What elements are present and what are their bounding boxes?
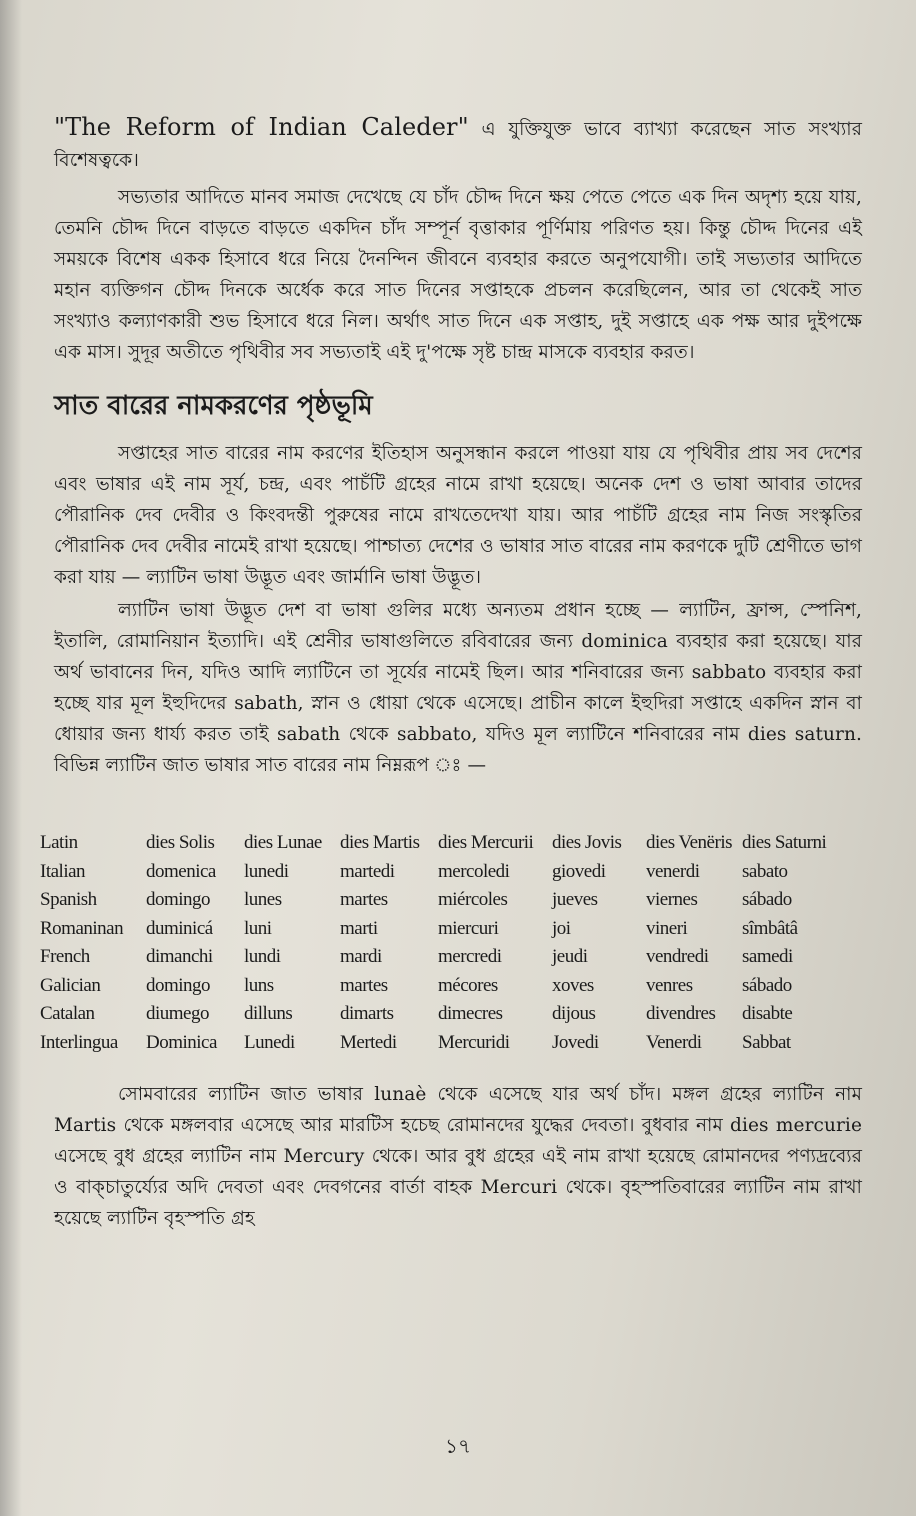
page-gutter-shadow <box>0 0 22 1516</box>
language-cell: Italian <box>40 860 86 882</box>
table-row <box>40 1000 832 1029</box>
day-name-cell: martes <box>340 974 388 996</box>
day-name-cell: dies Mercurii <box>438 832 534 854</box>
table-row <box>40 972 832 1001</box>
day-name-cell: diumego <box>146 1003 209 1025</box>
day-name-cell: disabte <box>742 1003 793 1025</box>
intro-rest: এ যুক্তিযুক্ত ভাবে ব্যাখ্যা করেছেন সাত সংখ্যার বিশেষত্বকে। <box>54 119 863 171</box>
page-number: ১৭ <box>445 1434 471 1458</box>
day-name-cell: dijous <box>552 1003 596 1025</box>
day-name-cell: mercredi <box>438 946 502 968</box>
day-name-cell: dies Venëris <box>646 832 732 854</box>
language-cell: Romaninan <box>40 917 124 939</box>
day-name-cell: dies Solis <box>146 832 215 854</box>
day-name-cell: sîmbâtâ <box>742 917 798 939</box>
day-name-cell: domenica <box>146 860 216 882</box>
language-cell: Interlingua <box>40 1031 118 1053</box>
day-name-cell: dimarts <box>340 1003 394 1025</box>
day-name-cell: dies Jovis <box>552 832 622 854</box>
day-name-cell: marti <box>340 917 378 939</box>
day-name-cell: jeudi <box>552 946 588 968</box>
day-name-cell: Mercuridi <box>438 1031 510 1053</box>
day-name-cell: Jovedi <box>552 1031 599 1053</box>
day-name-cell: xoves <box>552 974 594 996</box>
day-name-cell: Dominica <box>146 1031 217 1053</box>
day-name-cell: giovedi <box>552 860 606 882</box>
paragraph-day-origins: সোমবারের ল্যাটিন জাত ভাষার lunaè থেকে এসেছে যার অর্থ চাঁদ। মঙ্গল গ্রহের ল্যাটিন নাম Martis থেকে মঙ্গলবার এসেছে আর মারটিস হচেছ রোমানদের যুদ্ধের দেবতা। বুধবার নাম dies mercurie এসেছে বুধ গ্রহের ল্যাটিন নাম Mercury থেকে। আর বুধ গ্রহের এই নাম রাখা হয়েছে রোমানদের পণ্যদ্রব্যের ও বাক্চাতুর্য্যের অদি দেবতা এবং দেবগনের বার্তা বাহক Mercuri থেকে। বৃহস্পতিবারের ল্যাটিন নাম রাখা হয়েছে ল্যাটিন বৃহস্পতি গ্রহ <box>54 1084 862 1229</box>
day-name-cell: Lunedi <box>244 1031 295 1053</box>
language-cell: Catalan <box>40 1003 95 1025</box>
day-name-cell: duminicá <box>146 917 213 939</box>
language-cell: Spanish <box>40 889 97 911</box>
day-name-cell: jueves <box>552 889 598 911</box>
day-name-cell: Venerdi <box>646 1031 702 1053</box>
day-name-cell: vendredi <box>646 946 709 968</box>
table-row <box>40 915 832 944</box>
table-row <box>40 943 832 972</box>
language-cell: Galician <box>40 974 101 996</box>
page-text <box>40 112 863 1234</box>
table-row <box>40 886 832 915</box>
day-name-cell: divendres <box>646 1003 716 1025</box>
day-name-cell: domingo <box>146 889 211 911</box>
day-name-cell: dies Martis <box>340 832 420 854</box>
day-name-cell: lunes <box>244 889 282 911</box>
section-heading: সাত বারের নামকরণের পৃষ্ঠভূমি <box>54 391 373 421</box>
day-name-cell: lundi <box>244 946 281 968</box>
language-cell: French <box>40 946 90 968</box>
day-name-cell: dies Lunae <box>244 832 322 854</box>
language-cell: Latin <box>40 832 78 854</box>
day-name-cell: martes <box>340 889 388 911</box>
day-name-cell: miércoles <box>438 889 508 911</box>
day-name-cell: dilluns <box>244 1003 293 1025</box>
day-name-cell: vineri <box>646 917 688 939</box>
day-name-cell: miercuri <box>438 917 499 939</box>
day-name-cell: samedi <box>742 946 793 968</box>
day-name-cell: sábado <box>742 889 792 911</box>
paragraph-moon-cycle: সভ্যতার আদিতে মানব সমাজ দেখেছে যে চাঁদ চৌদ্দ দিনে ক্ষয় পেতে পেতে এক দিন অদৃশ্য হয়ে যায়, তেমনি চৌদ্দ দিনে বাড়তে বাড়তে একদিন চাঁদ সম্পূর্ন বৃত্তাকার পূর্ণিমায় পরিণত হয়। কিন্তু চৌদ্দ দিনের এই সময়কে বিশেষ একক হিসাবে ধরে নিয়ে দৈনন্দিন জীবনে ব্যবহার করতে অনুপযোগী। তাই সভ্যতার আদিতে মহান ব্যক্তিগন চৌদ্দ দিনকে অর্ধেক করে সাত দিনের সপ্তাহকে প্রচলন করেছিলেন, আর তা থেকেই সাত সংখ্যাও কল্যাণকারী শুভ হিসাবে ধরে নিল। অর্থাৎ সাত দিনে এক সপ্তাহ, দুই সপ্তাহে এক পক্ষ আর দুইপক্ষে এক মাস। সুদূর অতীতে পৃথিবীর সব সভ্যতাই এই দু'পক্ষে সৃষ্ট চান্দ্র মাসকে ব্যবহার করত। <box>54 187 862 363</box>
table-row <box>40 858 832 887</box>
day-name-cell: venerdi <box>646 860 700 882</box>
day-name-cell: dies Saturni <box>742 832 827 854</box>
day-name-cell: Mertedi <box>340 1031 397 1053</box>
intro-paragraph <box>54 112 862 176</box>
table-row <box>40 829 832 858</box>
book-title-quote: "The Reform of Indian Caleder" <box>54 113 469 141</box>
day-name-cell: lunedi <box>244 860 289 882</box>
day-name-cell: mécores <box>438 974 498 996</box>
day-name-cell: sábado <box>742 974 792 996</box>
table-row <box>40 1029 832 1058</box>
weekday-names-table <box>40 829 832 1057</box>
day-name-cell: luni <box>244 917 272 939</box>
day-name-cell: domingo <box>146 974 211 996</box>
day-name-cell: Sabbat <box>742 1031 791 1053</box>
day-name-cell: dimecres <box>438 1003 503 1025</box>
day-name-cell: joi <box>552 917 571 939</box>
day-name-cell: venres <box>646 974 693 996</box>
day-name-cell: mardi <box>340 946 382 968</box>
day-name-cell: luns <box>244 974 274 996</box>
paragraph-latin-languages: ল্যাটিন ভাষা উদ্ভূত দেশ বা ভাষা গুলির মধ্যে অন্যতম প্রধান হচ্ছে — ল্যাটিন, ফ্রান্স, স্পেনিশ, ইতালি, রোমানিয়ান ইত্যাদি। এই শ্রেনীর ভাষাগুলিতে রবিবারের জন্য dominica ব্যবহার করা হয়েছে। যার অর্থ ভাবানের দিন, যদিও আদি ল্যাটিনে তা সূর্যের নামেই ছিল। আর শনিবারের জন্য sabbato ব্যবহার করা হচ্ছে যার মূল ইহুদিদের sabath, স্নান ও ধোয়া থেকে এসেছে। প্রাচীন কালে ইহুদিরা সপ্তাহে একদিন স্নান বা ধোয়ার জন্য ধার্য্য করত তাই sabath থেকে sabbato, যদিও মূল ল্যাটিনে শনিবারের নাম dies saturn. বিভিন্ন ল্যাটিন জাত ভাষার সাত বারের নাম নিম্নরূপ ঃ — <box>54 600 862 776</box>
day-name-cell: mercoledi <box>438 860 510 882</box>
day-name-cell: martedi <box>340 860 395 882</box>
day-name-cell: viernes <box>646 889 698 911</box>
paragraph-naming-history: সপ্তাহের সাত বারের নাম করণের ইতিহাস অনুসন্ধান করলে পাওয়া যায় যে পৃথিবীর প্রায় সব দেশের এবং ভাষার এই নাম সূর্য, চন্দ্র, এবং পাচঁটি গ্রহের নামে রাখা হয়েছে। অনেক দেশ ও ভাষা আবার তাদের পৌরানিক দেব দেবীর ও কিংবদন্তী পুরুষের নামে রাখতেদেখা যায়। আর পাচঁটি গ্রহের নাম নিজ সংস্কৃতির পৌরানিক দেব দেবীর নামেই রাখা হয়েছে। পাশ্চাত্য দেশের ও ভাষার সাত বারের নাম করণকে দুটি শ্রেণীতে ভাগ করা যায় — ল্যাটিন ভাষা উদ্ভূত এবং জার্মানি ভাষা উদ্ভূত। <box>54 443 862 588</box>
day-name-cell: sabato <box>742 860 788 882</box>
day-name-cell: dimanchi <box>146 946 213 968</box>
